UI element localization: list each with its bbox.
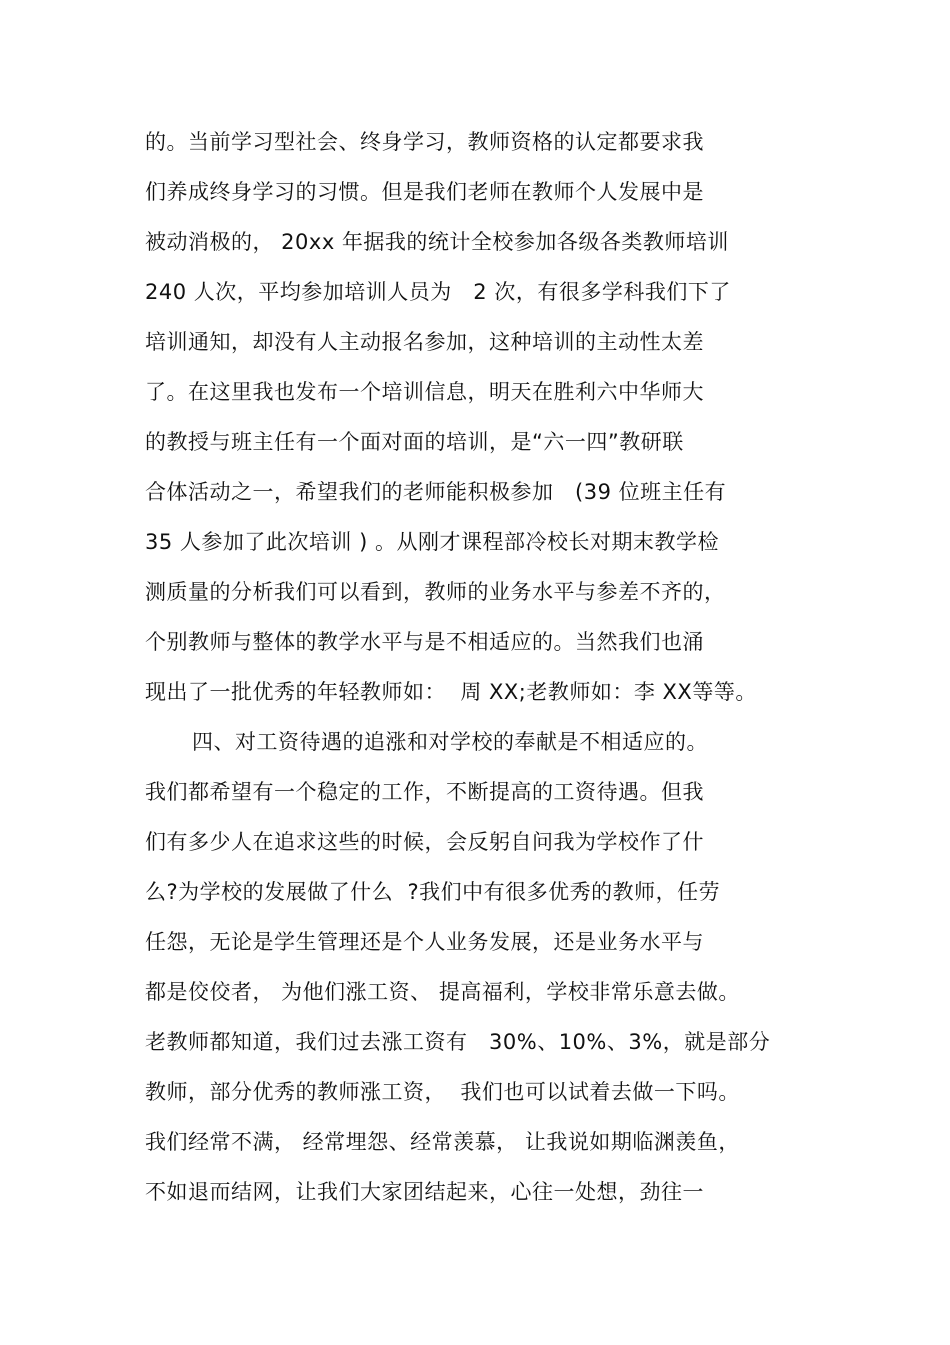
text-line: 35 人参加了此次培训 ) 。从刚才课程部冷校长对期末教学检 (145, 530, 719, 554)
section-heading: 四、对工资待遇的追涨和对学校的奉献是不相适应的。 (192, 730, 708, 754)
text-line: 我们经常不满， 经常埋怨、经常羡慕， 让我说如期临渊羡鱼， (145, 1130, 740, 1154)
text-line: 现出了一批优秀的年轻教师如： 周 XX;老教师如：李 XX等等。 (145, 680, 757, 704)
text-line: 的教授与班主任有一个面对面的培训，是“六一四”教研联 (145, 430, 684, 454)
text-line: 了。在这里我也发布一个培训信息，明天在胜利六中华师大 (145, 380, 704, 404)
text-line: 教师，部分优秀的教师涨工资， 我们也可以试着去做一下吗。 (145, 1080, 740, 1104)
text-line: 个别教师与整体的教学水平与是不相适应的。当然我们也涌 (145, 630, 704, 654)
text-line: 不如退而结网，让我们大家团结起来，心往一处想，劲往一 (145, 1180, 704, 1204)
text-line: 培训通知，却没有人主动报名参加，这种培训的主动性太差 (145, 330, 704, 354)
text-line: 们有多少人在追求这些的时候，会反躬自问我为学校作了什 (145, 830, 704, 854)
text-line: 任怨，无论是学生管理还是个人业务发展，还是业务水平与 (145, 930, 704, 954)
text-line: 么?为学校的发展做了什么 ?我们中有很多优秀的教师，任劳 (145, 880, 721, 904)
text-line: 老教师都知道，我们过去涨工资有 30%、10%、3%，就是部分 (145, 1030, 771, 1054)
text-line: 都是佼佼者， 为他们涨工资、 提高福利，学校非常乐意去做。 (145, 980, 740, 1004)
text-line: 合体活动之一，希望我们的老师能积极参加 (39 位班主任有 (145, 480, 727, 504)
text-line: 测质量的分析我们可以看到，教师的业务水平与参差不齐的， (145, 580, 726, 604)
text-line: 240 人次，平均参加培训人员为 2 次，有很多学科我们下了 (145, 280, 731, 304)
text-line: 我们都希望有一个稳定的工作，不断提高的工资待遇。但我 (145, 780, 704, 804)
text-line: 被动消极的， 20xx 年据我的统计全校参加各级各类教师培训 (145, 230, 729, 254)
text-line: 们养成终身学习的习惯。但是我们老师在教师个人发展中是 (145, 180, 704, 204)
text-line: 的。当前学习型社会、终身学习，教师资格的认定都要求我 (145, 130, 704, 154)
